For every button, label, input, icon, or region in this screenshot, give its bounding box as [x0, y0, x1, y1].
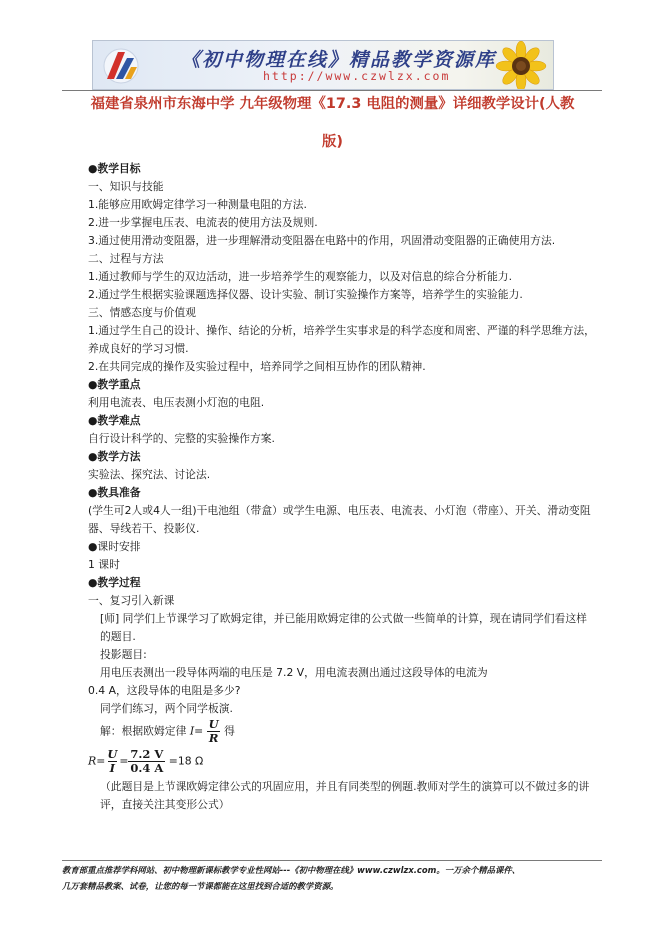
document-title-line2: 版) [322, 134, 343, 150]
practice-text: 同学们练习，两个同学板演. [100, 702, 233, 715]
method-text: 实验法、探究法、讨论法. [88, 468, 211, 481]
formula2-equals: = [96, 754, 106, 768]
fraction-numerator: U [107, 747, 118, 761]
procedure-heading: ●教学过程 [88, 576, 141, 589]
fraction-numerator: U [208, 717, 219, 731]
resistance-calculation [88, 748, 596, 778]
page-footer [62, 862, 607, 894]
sunflower-icon [491, 41, 551, 90]
note-text: （此题目是上节课欧姆定律公式的巩固应用，并且有同类型的例题.教师对学生的演算可以不做过多的讲评，直接关注其变形公式） [100, 780, 590, 811]
process-item: 2.通过学生根据实验课题选择仪器、设计实验、制订实验操作方案等，培养学生的实验能力. [88, 288, 523, 301]
footer-rule [62, 860, 602, 861]
logo-icon [101, 47, 141, 85]
key-text: 利用电流表、电压表测小灯泡的电阻. [88, 396, 265, 409]
formula2-result: =18 Ω [168, 754, 204, 768]
tools-heading: ●教具准备 [88, 486, 141, 499]
document-title-line1: 福建省泉州市东海中学 九年级物理《17.3 电阻的测量》详细教学设计(人教 [90, 96, 575, 112]
emotion-item: 1.通过学生自己的设计、操作、结论的分析，培养学生实事求是的科学态度和周密、严谨的科学思维方法，养成良好的学习习惯. [88, 324, 595, 355]
method-heading: ●教学方法 [88, 450, 141, 463]
banner-url[interactable]: http://www.czwlzx.com [263, 69, 451, 83]
fraction-u-over-i [105, 748, 119, 775]
fraction-numerator: 7.2 V [130, 747, 164, 761]
footer-line2: 几万套精品教案、试卷，让您的每一节课都能在这里找到合适的教学资源。 [62, 881, 339, 891]
review-heading: 一、复习引入新课 [88, 594, 175, 607]
knowledge-heading: 一、知识与技能 [88, 180, 164, 193]
document-body [88, 160, 596, 814]
projection-label: 投影题目: [100, 648, 147, 661]
difficulty-text: 自行设计科学的、完整的实验操作方案. [88, 432, 275, 445]
teacher-text: [师] 同学们上节课学习了欧姆定律，并已能用欧姆定律的公式做一些简单的计算，现在请同学们看这样的题目. [100, 612, 587, 643]
emotion-item: 2.在共同完成的操作及实验过程中，培养同学之间相互协作的团队精神. [88, 360, 426, 373]
solution-prefix: 解：根据欧姆定律 [100, 724, 187, 738]
knowledge-item: 2.进一步掌握电压表、电流表的使用方法及规则. [88, 216, 318, 229]
knowledge-item: 1.能够应用欧姆定律学习一种测量电阻的方法. [88, 198, 307, 211]
fraction-denominator: 0.4 A [130, 761, 164, 775]
formula-var-i: I [189, 724, 195, 738]
formula2-equals: = [119, 754, 129, 768]
problem-line: 用电压表测出一段导体两端的电压是 7.2 V，用电流表测出通过这段导体的电流为 [100, 666, 488, 679]
fraction-denominator: I [109, 761, 116, 775]
header-banner [92, 40, 554, 90]
fraction-u-over-r [207, 718, 221, 745]
fraction-values [128, 748, 165, 775]
formula2-var-r: R [88, 754, 97, 768]
process-item: 1.通过教师与学生的双边活动，进一步培养学生的观察能力，以及对信息的综合分析能力. [88, 270, 513, 283]
schedule-heading: ●课时安排 [88, 540, 141, 553]
formula-equals: = [194, 724, 204, 738]
emotion-heading: 三、情感态度与价值观 [88, 306, 196, 319]
fraction-denominator: R [208, 731, 219, 745]
knowledge-item: 3.通过使用滑动变阻器，进一步理解滑动变阻器在电路中的作用，巩固滑动变阻器的正确使用方法. [88, 234, 556, 247]
banner-title: 《初中物理在线》精品教学资源库 [181, 49, 497, 71]
process-heading: 二、过程与方法 [88, 252, 164, 265]
tools-text: (学生可2人或4人一组)干电池组（带盒）或学生电源、电压表、电流表、小灯泡（带座）、开关、滑动变阻器、导线若干、投影仪. [88, 504, 591, 535]
key-heading: ●教学重点 [88, 378, 141, 391]
goals-heading: ●教学目标 [88, 162, 141, 175]
difficulty-heading: ●教学难点 [88, 414, 141, 427]
footer-line1: 教育部重点推荐学科网站、初中物理新课标教学专业性网站---《初中物理在线》www.czwlzx.com。一万余个精品课件、 [62, 865, 521, 875]
problem-line: 0.4 A，这段导体的电阻是多少? [88, 684, 241, 697]
schedule-text: 1 课时 [88, 558, 120, 571]
solution-suffix: 得 [224, 724, 235, 738]
ohms-law-formula [88, 718, 596, 748]
